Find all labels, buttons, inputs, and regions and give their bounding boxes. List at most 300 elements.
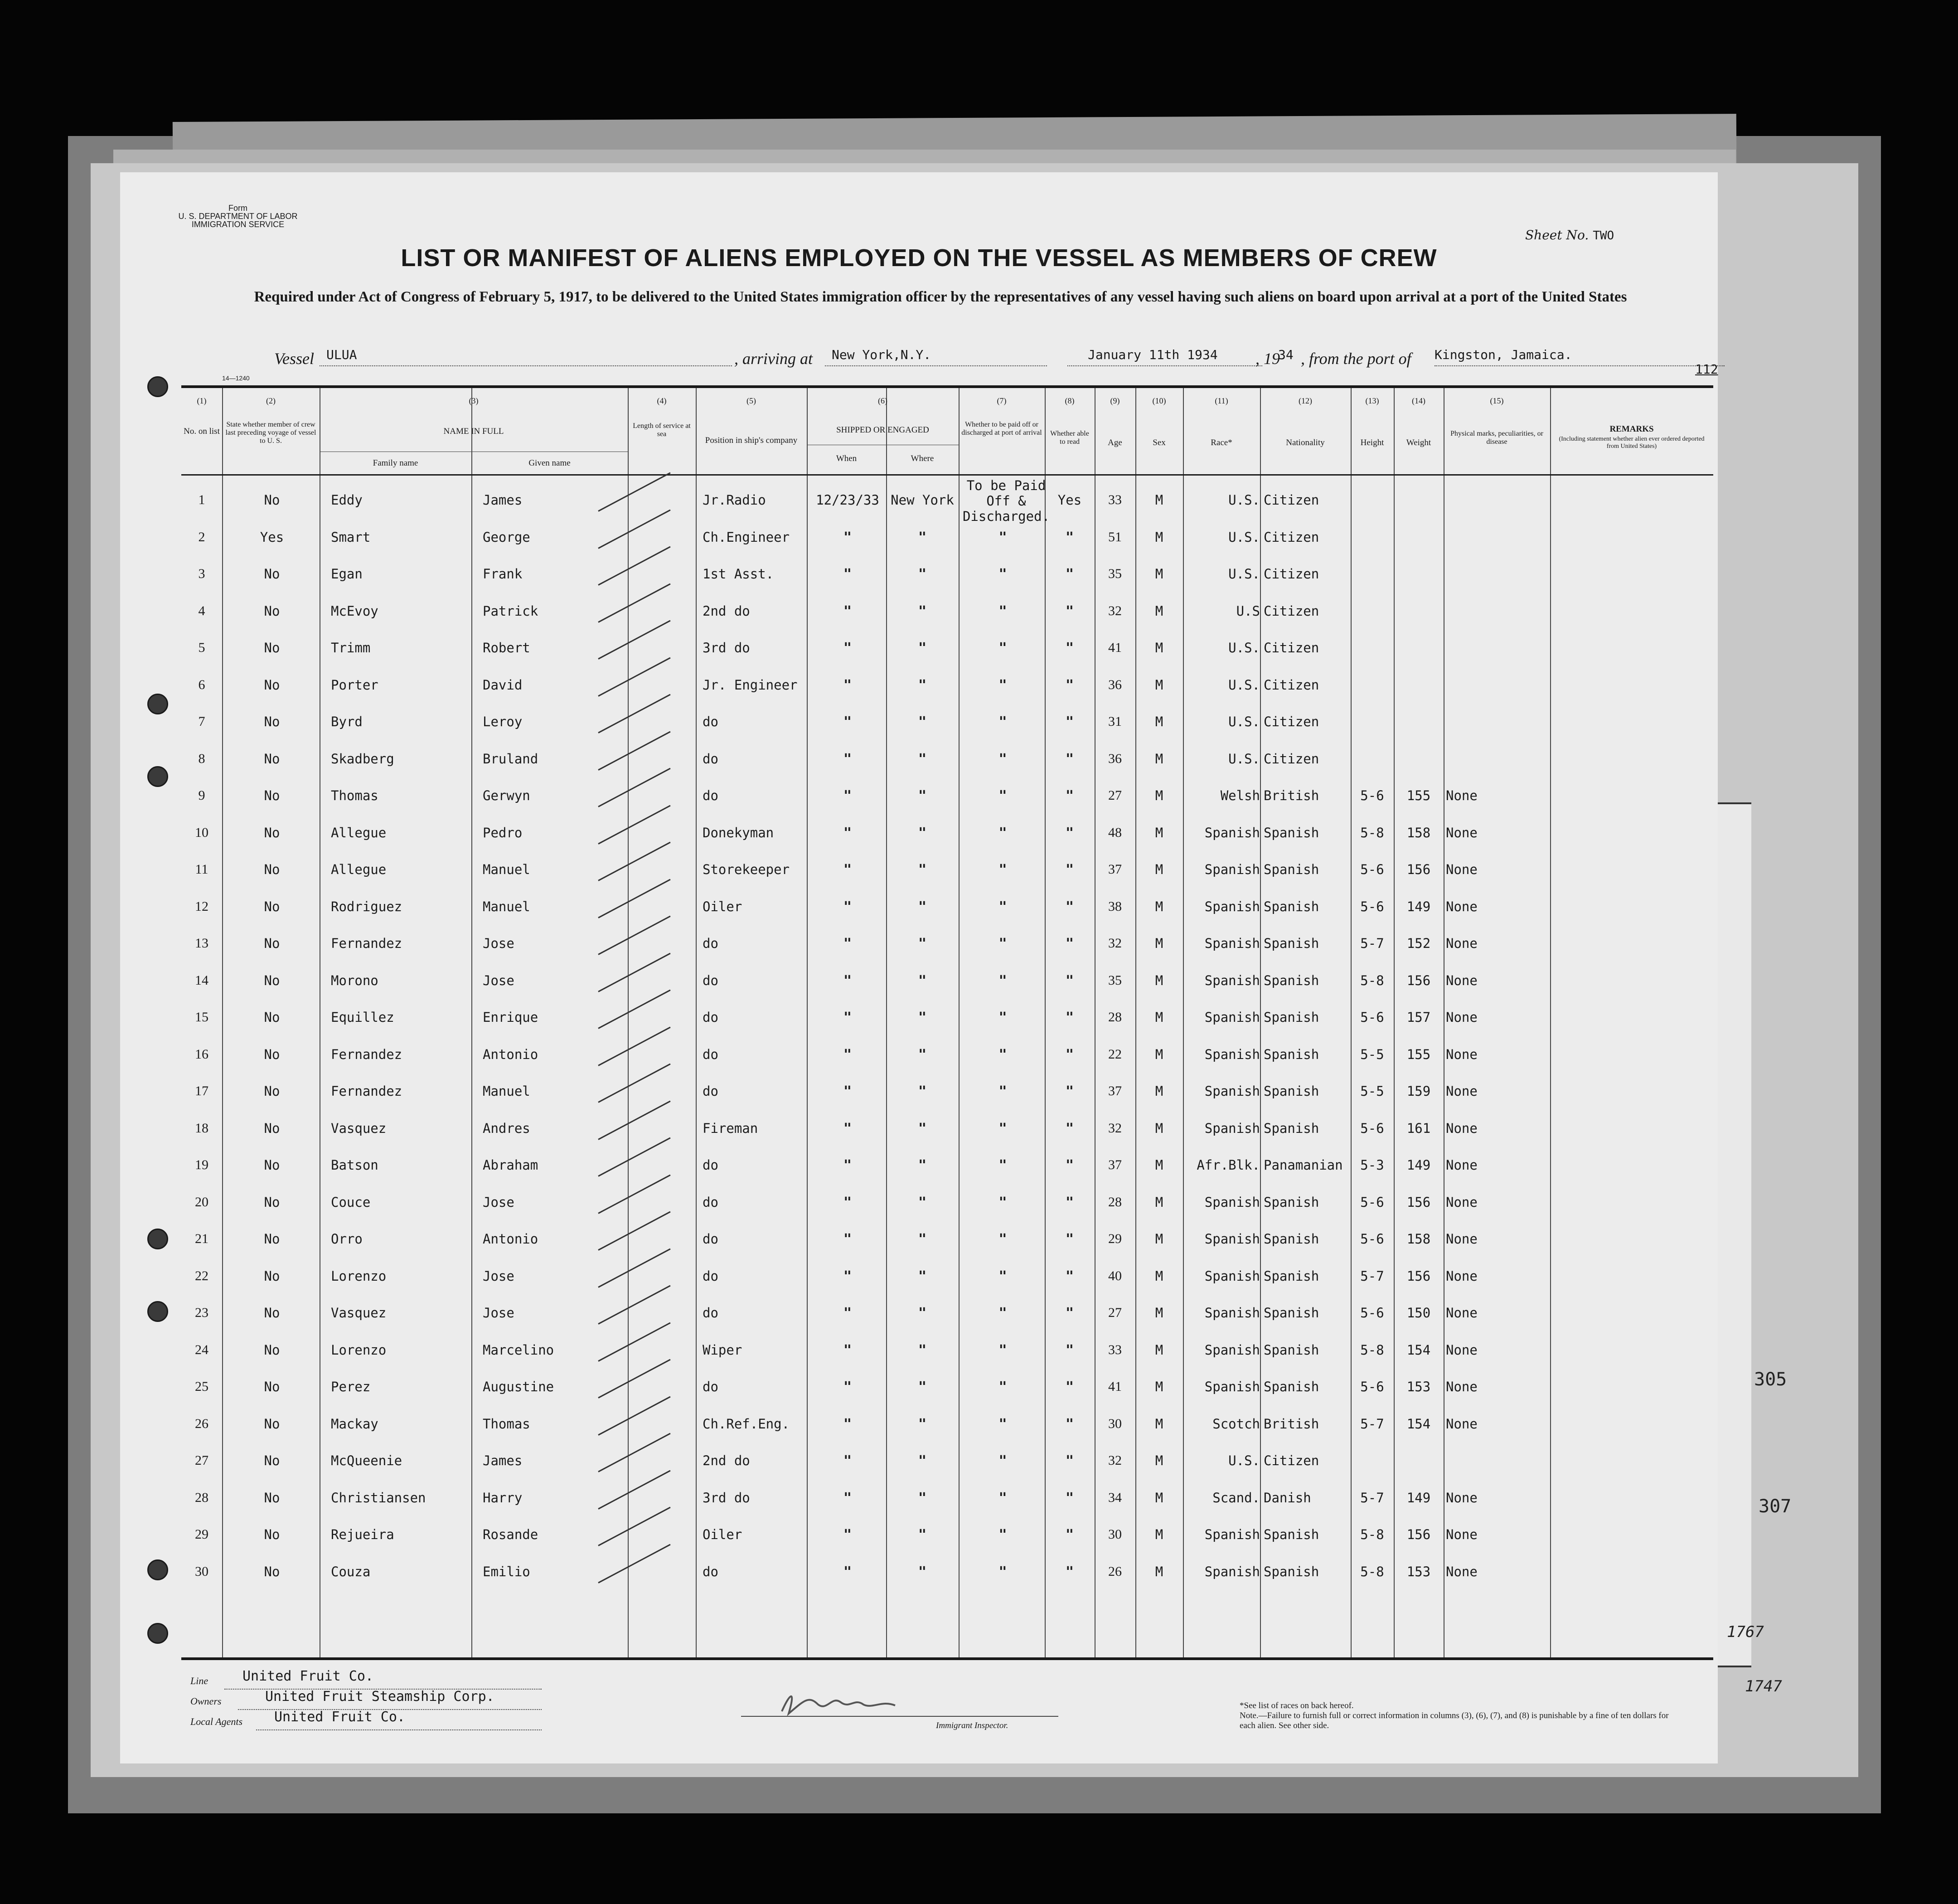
position: Donekyman xyxy=(703,825,774,840)
race: Spanish xyxy=(1204,936,1260,951)
position: do xyxy=(703,972,718,988)
header-sex: Sex xyxy=(1153,438,1166,447)
binder-hole-icon xyxy=(147,1623,168,1644)
age: 51 xyxy=(1108,529,1122,544)
able-to-read: " xyxy=(1065,862,1074,878)
physical-marks: None xyxy=(1446,1379,1478,1394)
form-code: 14—1240 xyxy=(222,374,250,382)
age: 31 xyxy=(1108,714,1122,729)
prior-voyage: No xyxy=(264,1453,280,1468)
row-number: 8 xyxy=(198,751,205,766)
binder-hole-icon xyxy=(147,694,168,714)
margin-note: 1767 xyxy=(1727,1623,1764,1641)
shipped-where: " xyxy=(918,972,927,989)
height: 5-6 xyxy=(1360,1379,1384,1394)
paid-off: " xyxy=(998,1268,1007,1284)
position: do xyxy=(703,714,718,729)
nationality: Citizen xyxy=(1264,603,1319,619)
position: do xyxy=(703,1268,718,1284)
given-name: Gerwyn xyxy=(483,788,530,803)
nationality: Spanish xyxy=(1264,936,1319,951)
age: 27 xyxy=(1108,788,1122,803)
position: do xyxy=(703,936,718,951)
shipped-where: " xyxy=(918,1157,927,1173)
given-name: Jose xyxy=(483,972,514,988)
given-name: Abraham xyxy=(483,1157,538,1173)
position: do xyxy=(703,751,718,767)
binder-hole-icon xyxy=(147,1301,168,1322)
sex: M xyxy=(1155,529,1163,545)
row-number: 18 xyxy=(195,1120,208,1136)
shipped-where: " xyxy=(918,1490,927,1506)
sex: M xyxy=(1155,640,1163,656)
header-race: Race* xyxy=(1211,438,1232,447)
sex: M xyxy=(1155,714,1163,729)
race: Spanish xyxy=(1204,825,1260,840)
paid-off: " xyxy=(998,825,1007,841)
row-number: 23 xyxy=(195,1305,208,1320)
manifest-sheet xyxy=(120,172,1718,1763)
shipped-where: " xyxy=(918,1083,927,1099)
prior-voyage: No xyxy=(264,1564,280,1579)
able-to-read: " xyxy=(1065,640,1074,656)
weight: 155 xyxy=(1406,788,1431,803)
weight: 156 xyxy=(1406,1268,1431,1284)
header-remarks: REMARKS xyxy=(1609,424,1654,434)
paid-off: " xyxy=(998,862,1007,878)
age: 32 xyxy=(1108,1453,1122,1468)
prior-voyage: No xyxy=(264,603,280,619)
agents-value: United Fruit Co. xyxy=(274,1709,405,1725)
weight: 156 xyxy=(1406,972,1431,988)
prior-voyage: No xyxy=(264,677,280,693)
family-name: McEvoy xyxy=(331,603,378,619)
race: U.S. xyxy=(1228,529,1260,545)
race: Spanish xyxy=(1204,1010,1260,1025)
shipped-where: " xyxy=(918,825,927,841)
weight: 149 xyxy=(1406,1157,1431,1173)
sex: M xyxy=(1155,825,1163,840)
race: Spanish xyxy=(1204,972,1260,988)
nationality: Spanish xyxy=(1264,825,1319,840)
nationality: Spanish xyxy=(1264,1194,1319,1210)
nationality: Spanish xyxy=(1264,899,1319,914)
shipped-when: " xyxy=(843,1453,852,1469)
prior-voyage: No xyxy=(264,1490,280,1506)
prior-voyage: No xyxy=(264,1342,280,1358)
age: 37 xyxy=(1108,862,1122,877)
shipped-when: " xyxy=(843,1120,852,1137)
family-name: Batson xyxy=(331,1157,378,1173)
family-name: Lorenzo xyxy=(331,1342,387,1358)
age: 48 xyxy=(1108,825,1122,840)
prior-voyage: No xyxy=(264,972,280,988)
nationality: Spanish xyxy=(1264,1083,1319,1099)
shipped-when: " xyxy=(843,825,852,841)
position: do xyxy=(703,1379,718,1394)
age: 37 xyxy=(1108,1083,1122,1098)
sex: M xyxy=(1155,1194,1163,1210)
race: Spanish xyxy=(1204,1268,1260,1284)
shipped-when: " xyxy=(843,603,852,619)
age: 28 xyxy=(1108,1194,1122,1209)
sex: M xyxy=(1155,603,1163,619)
shipped-when: " xyxy=(843,1046,852,1063)
sheet-number: Sheet No. TWO xyxy=(1525,228,1614,243)
weight: 156 xyxy=(1406,862,1431,877)
weight: 156 xyxy=(1406,1194,1431,1210)
able-to-read: " xyxy=(1065,1416,1074,1432)
shipped-when: " xyxy=(843,529,852,545)
sex: M xyxy=(1155,1120,1163,1136)
sex: M xyxy=(1155,936,1163,951)
weight: 152 xyxy=(1406,936,1431,951)
paid-off: " xyxy=(998,936,1007,952)
race: Spanish xyxy=(1204,1083,1260,1099)
row-number: 17 xyxy=(195,1083,208,1098)
voyage-line: Vessel ULUA , arriving at New York,N.Y. January 11th 1934 , 19 34 , from the port of Kingston, Jamaica. xyxy=(274,349,1725,367)
prior-voyage: No xyxy=(264,751,280,767)
paid-off: " xyxy=(998,640,1007,656)
physical-marks: None xyxy=(1446,788,1478,803)
header-where: Where xyxy=(911,454,934,463)
prior-voyage: Yes xyxy=(260,529,284,545)
row-number: 3 xyxy=(198,566,205,581)
age: 41 xyxy=(1108,1379,1122,1394)
able-to-read: " xyxy=(1065,1453,1074,1469)
prior-voyage: No xyxy=(264,566,280,582)
height: 5-6 xyxy=(1360,1010,1384,1025)
page-number: 112 xyxy=(1695,362,1718,377)
row-number: 20 xyxy=(195,1194,208,1209)
shipped-where: " xyxy=(918,1564,927,1580)
row-number: 16 xyxy=(195,1046,208,1062)
family-name: Orro xyxy=(331,1231,363,1247)
margin-note: 1747 xyxy=(1745,1677,1782,1695)
given-name: George xyxy=(483,529,530,545)
family-name: Rejueira xyxy=(331,1527,394,1542)
row-number: 14 xyxy=(195,972,208,988)
weight: 154 xyxy=(1406,1342,1431,1358)
paid-off: " xyxy=(998,899,1007,915)
physical-marks: None xyxy=(1446,1157,1478,1173)
age: 30 xyxy=(1108,1527,1122,1542)
margin-note: 307 xyxy=(1759,1496,1792,1517)
given-name: Thomas xyxy=(483,1416,530,1432)
shipped-when: " xyxy=(843,1527,852,1543)
able-to-read: " xyxy=(1065,1268,1074,1284)
shipped-when: " xyxy=(843,936,852,952)
nationality: Spanish xyxy=(1264,1564,1319,1579)
given-name: Robert xyxy=(483,640,530,656)
paid-off: " xyxy=(998,1379,1007,1395)
family-name: Couza xyxy=(331,1564,371,1579)
prior-voyage: No xyxy=(264,1379,280,1394)
shipped-where: " xyxy=(918,751,927,767)
physical-marks: None xyxy=(1446,1231,1478,1247)
row-number: 26 xyxy=(195,1416,208,1431)
height: 5-6 xyxy=(1360,1231,1384,1247)
nationality: Spanish xyxy=(1264,1046,1319,1062)
shipped-where: " xyxy=(918,1194,927,1210)
subtitle: Required under Act of Congress of February 5, 1917, to be delivered to the United States immigration officer by the representatives of any vessel having such aliens on board upon arrival at a port of the United States xyxy=(254,289,1627,305)
weight: 153 xyxy=(1406,1379,1431,1394)
given-name: James xyxy=(483,492,523,508)
nationality: Citizen xyxy=(1264,1453,1319,1468)
row-number: 22 xyxy=(195,1268,208,1283)
shipped-where: " xyxy=(918,529,927,545)
shipped-where: " xyxy=(918,1379,927,1395)
family-name: Smart xyxy=(331,529,371,545)
physical-marks: None xyxy=(1446,1120,1478,1136)
height: 5-6 xyxy=(1360,788,1384,803)
paid-off: " xyxy=(998,1527,1007,1543)
race: Spanish xyxy=(1204,1194,1260,1210)
family-name: Egan xyxy=(331,566,363,582)
nationality: Spanish xyxy=(1264,1379,1319,1394)
weight: 158 xyxy=(1406,1231,1431,1247)
inspector-label: Immigrant Inspector. xyxy=(936,1721,1008,1730)
age: 40 xyxy=(1108,1268,1122,1283)
age: 32 xyxy=(1108,936,1122,951)
header-nationality: Nationality xyxy=(1286,438,1325,447)
paid-off: " xyxy=(998,1083,1007,1099)
race: Spanish xyxy=(1204,862,1260,877)
row-number: 9 xyxy=(198,788,205,803)
paid-off: " xyxy=(998,1194,1007,1210)
shipped-when: " xyxy=(843,862,852,878)
shipped-when: " xyxy=(843,1194,852,1210)
position: do xyxy=(703,1046,718,1062)
paid-off: " xyxy=(998,1305,1007,1321)
family-name: Christiansen xyxy=(331,1490,426,1506)
position: Ch.Ref.Eng. xyxy=(703,1416,790,1432)
sex: M xyxy=(1155,1268,1163,1284)
sex: M xyxy=(1155,788,1163,803)
paid-off: " xyxy=(998,1120,1007,1137)
sex: M xyxy=(1155,492,1163,508)
given-name: Bruland xyxy=(483,751,538,767)
shipped-where: " xyxy=(918,1453,927,1469)
able-to-read: " xyxy=(1065,1083,1074,1099)
given-name: Antonio xyxy=(483,1231,538,1247)
able-to-read: " xyxy=(1065,1379,1074,1395)
able-to-read: " xyxy=(1065,1490,1074,1506)
weight: 153 xyxy=(1406,1564,1431,1579)
line-value: United Fruit Co. xyxy=(242,1668,373,1684)
race: Welsh xyxy=(1220,788,1260,803)
physical-marks: None xyxy=(1446,1416,1478,1432)
shipped-when: " xyxy=(843,1231,852,1247)
height: 5-7 xyxy=(1360,1268,1384,1284)
shipped-where: " xyxy=(918,1010,927,1025)
race: U.S. xyxy=(1228,640,1260,656)
race: Spanish xyxy=(1204,1527,1260,1542)
height: 5-8 xyxy=(1360,825,1384,840)
weight: 161 xyxy=(1406,1120,1431,1136)
position: Ch.Engineer xyxy=(703,529,790,545)
prior-voyage: No xyxy=(264,1083,280,1099)
shipped-where: " xyxy=(918,899,927,915)
physical-marks: None xyxy=(1446,1305,1478,1321)
shipped-when: " xyxy=(843,714,852,730)
able-to-read: " xyxy=(1065,1157,1074,1173)
height: 5-5 xyxy=(1360,1046,1384,1062)
able-to-read: " xyxy=(1065,1305,1074,1321)
nationality: British xyxy=(1264,1416,1319,1432)
sex: M xyxy=(1155,1305,1163,1321)
paid-off: " xyxy=(998,1453,1007,1469)
able-to-read: " xyxy=(1065,1342,1074,1358)
nationality: Citizen xyxy=(1264,492,1319,508)
row-number: 10 xyxy=(195,825,208,840)
shipped-where: " xyxy=(918,1305,927,1321)
able-to-read: Yes xyxy=(1057,492,1082,508)
age: 30 xyxy=(1108,1416,1122,1431)
height: 5-7 xyxy=(1360,1490,1384,1506)
race: Scotch xyxy=(1212,1416,1260,1432)
race: U.S. xyxy=(1228,1453,1260,1468)
age: 37 xyxy=(1108,1157,1122,1172)
position: do xyxy=(703,1083,718,1099)
race: U.S. xyxy=(1228,751,1260,767)
physical-marks: None xyxy=(1446,1194,1478,1210)
able-to-read: " xyxy=(1065,1010,1074,1025)
nationality: Citizen xyxy=(1264,640,1319,656)
shipped-where: " xyxy=(918,714,927,730)
family-name: Fernandez xyxy=(331,1083,402,1099)
able-to-read: " xyxy=(1065,1231,1074,1247)
nationality: Citizen xyxy=(1264,714,1319,729)
sex: M xyxy=(1155,972,1163,988)
line-label: Line xyxy=(190,1675,208,1686)
age: 33 xyxy=(1108,1342,1122,1357)
header-given-name: Given name xyxy=(528,458,571,468)
header-age: Age xyxy=(1108,438,1122,447)
physical-marks: None xyxy=(1446,1010,1478,1025)
family-name: Thomas xyxy=(331,788,378,803)
family-name: Couce xyxy=(331,1194,371,1210)
physical-marks: None xyxy=(1446,936,1478,951)
binder-hole-icon xyxy=(147,376,168,397)
height: 5-6 xyxy=(1360,1305,1384,1321)
race: Spanish xyxy=(1204,1120,1260,1136)
race: U.S. xyxy=(1228,677,1260,693)
able-to-read: " xyxy=(1065,825,1074,841)
paid-off: " xyxy=(998,566,1007,582)
physical-marks: None xyxy=(1446,1083,1478,1099)
paid-off: " xyxy=(998,788,1007,804)
header-paid-off: Whether to be paid off or discharged at port of arrival xyxy=(961,421,1042,437)
position: Wiper xyxy=(703,1342,742,1358)
header-physical-marks: Physical marks, peculiarities, or disease xyxy=(1450,430,1543,446)
age: 26 xyxy=(1108,1564,1122,1579)
shipped-when: " xyxy=(843,566,852,582)
sex: M xyxy=(1155,1564,1163,1579)
position: Fireman xyxy=(703,1120,758,1136)
arrival-date: January 11th 1934 xyxy=(1088,347,1218,362)
row-number: 4 xyxy=(198,603,205,618)
sex: M xyxy=(1155,1010,1163,1025)
position: Jr. Engineer xyxy=(703,677,798,693)
able-to-read: " xyxy=(1065,788,1074,804)
position: Jr.Radio xyxy=(703,492,766,508)
given-name: Marcelino xyxy=(483,1342,554,1358)
arrival-year: 34 xyxy=(1278,347,1294,362)
able-to-read: " xyxy=(1065,899,1074,915)
header-remarks-note: (Including statement whether alien ever ordered deported from United States) xyxy=(1559,436,1705,450)
given-name: Harry xyxy=(483,1490,523,1506)
row-number: 29 xyxy=(195,1527,208,1542)
prior-voyage: No xyxy=(264,1120,280,1136)
race: U.S. xyxy=(1228,714,1260,729)
family-name: Skadberg xyxy=(331,751,394,767)
paid-off: " xyxy=(998,1231,1007,1247)
nationality: Citizen xyxy=(1264,529,1319,545)
prior-voyage: No xyxy=(264,1194,280,1210)
height: 5-8 xyxy=(1360,1564,1384,1579)
family-name: Fernandez xyxy=(331,936,402,951)
shipped-when: " xyxy=(843,788,852,804)
able-to-read: " xyxy=(1065,972,1074,989)
shipped-when: " xyxy=(843,1083,852,1099)
shipped-when: " xyxy=(843,677,852,693)
nationality: Spanish xyxy=(1264,972,1319,988)
margin-note: 305 xyxy=(1754,1369,1787,1390)
sex: M xyxy=(1155,1083,1163,1099)
weight: 154 xyxy=(1406,1416,1431,1432)
nationality: Spanish xyxy=(1264,1305,1319,1321)
race: U.S xyxy=(1236,603,1260,619)
given-name: David xyxy=(483,677,523,693)
departure-port: Kingston, Jamaica. xyxy=(1435,347,1572,362)
nationality: Danish xyxy=(1264,1490,1311,1506)
shipped-when: " xyxy=(843,640,852,656)
shipped-when: " xyxy=(843,1157,852,1173)
weight: 149 xyxy=(1406,899,1431,914)
nationality: Citizen xyxy=(1264,677,1319,693)
row-number: 11 xyxy=(195,862,208,877)
shipped-when: 12/23/33 xyxy=(816,492,879,508)
header-family-name: Family name xyxy=(373,458,418,468)
height: 5-6 xyxy=(1360,862,1384,877)
prior-voyage: No xyxy=(264,1416,280,1432)
nationality: Spanish xyxy=(1264,1268,1319,1284)
given-name: Enrique xyxy=(483,1010,538,1025)
sex: M xyxy=(1155,862,1163,877)
shipped-where: " xyxy=(918,936,927,952)
race: Spanish xyxy=(1204,1231,1260,1247)
row-number: 5 xyxy=(198,640,205,655)
given-name: Rosande xyxy=(483,1527,538,1542)
physical-marks: None xyxy=(1446,862,1478,877)
vessel-name: ULUA xyxy=(326,347,357,362)
physical-marks: None xyxy=(1446,899,1478,914)
paid-off: " xyxy=(998,529,1007,545)
able-to-read: " xyxy=(1065,566,1074,582)
weight: 150 xyxy=(1406,1305,1431,1321)
nationality: Spanish xyxy=(1264,862,1319,877)
able-to-read: " xyxy=(1065,603,1074,619)
shipped-where: " xyxy=(918,1046,927,1063)
nationality: Spanish xyxy=(1264,1231,1319,1247)
height: 5-8 xyxy=(1360,972,1384,988)
race: Spanish xyxy=(1204,1305,1260,1321)
height: 5-7 xyxy=(1360,1416,1384,1432)
owners-value: United Fruit Steamship Corp. xyxy=(265,1689,494,1705)
height: 5-8 xyxy=(1360,1527,1384,1542)
prior-voyage: No xyxy=(264,1268,280,1284)
